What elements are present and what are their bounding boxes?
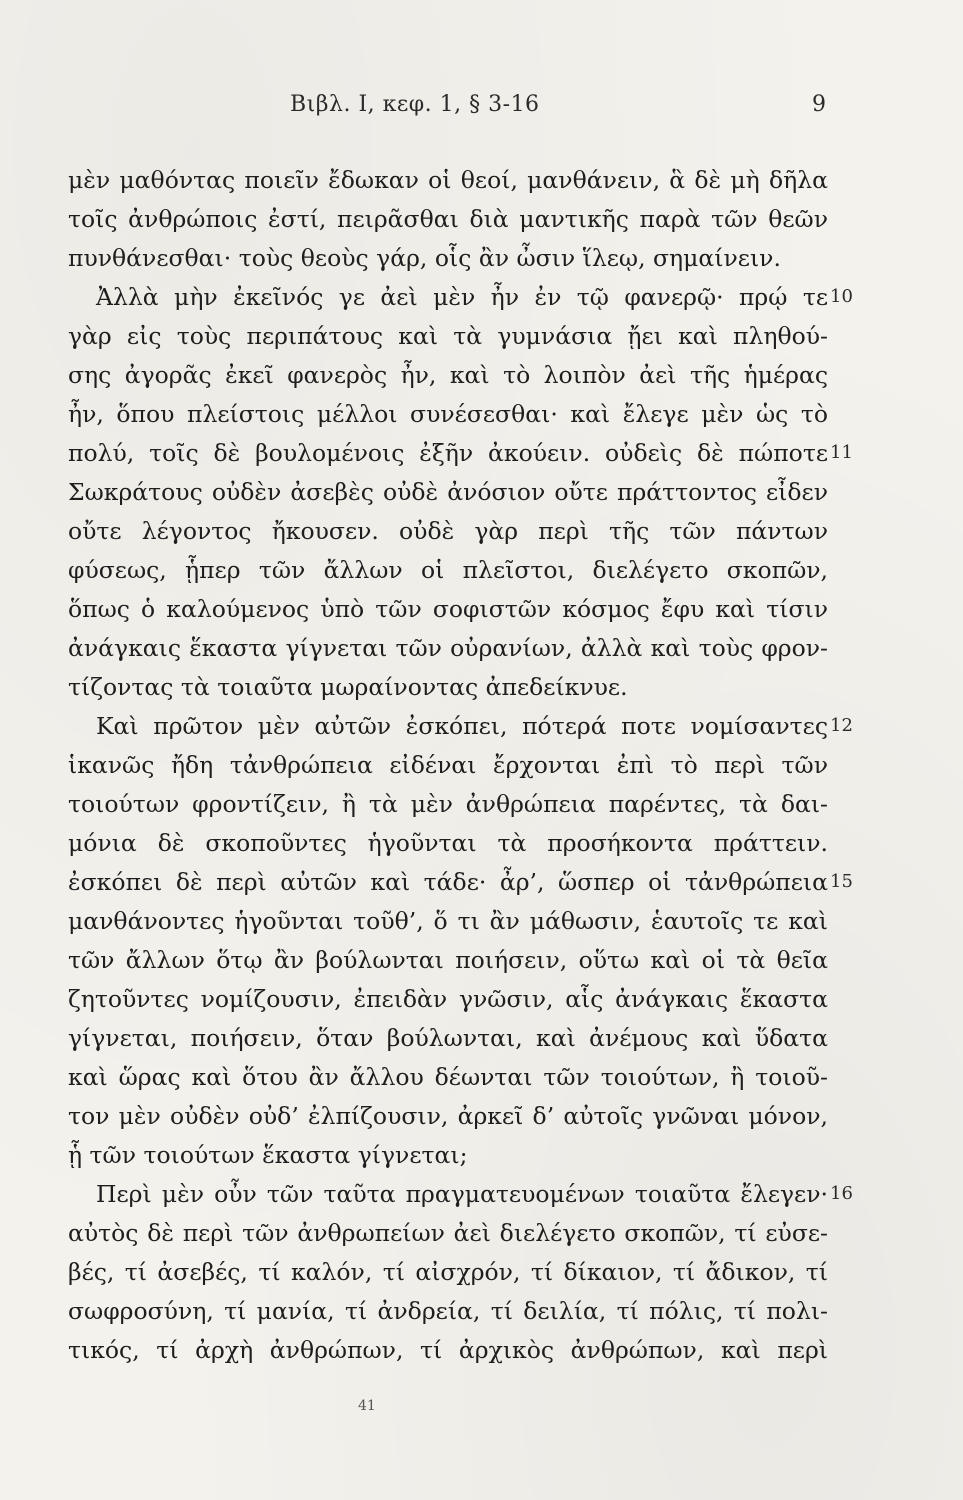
text-line: Σωκράτους οὐδὲν ἀσεβὲς οὐδὲ ἀνόσιον οὔτε πράττοντος εἶδεν [68, 478, 828, 506]
text-line: τῶν ἄλλων ὅτῳ ἂν βούλωνται ποιήσειν, οὕτω καὶ οἱ τὰ θεῖα [68, 946, 828, 974]
text-line: ζητοῦντες νομίζουσιν, ἐπειδὰν γνῶσιν, αἷς ἀνάγκαις ἕκαστα [68, 985, 828, 1013]
text-line: Περὶ μὲν οὖν τῶν ταῦτα πραγματευομένων τοιαῦτα ἔλεγεν· [96, 1180, 828, 1208]
text-line: οὔτε λέγοντος ἤκουσεν. οὐδὲ γὰρ περὶ τῆς τῶν πάντων [68, 517, 828, 545]
text-line: σης ἀγορᾶς ἐκεῖ φανερὸς ἦν, καὶ τὸ λοιπὸν ἀεὶ τῆς ἡμέρας [68, 361, 828, 389]
text-line: γὰρ εἰς τοὺς περιπάτους καὶ τὰ γυμνάσια ᾔει καὶ πληθού- [68, 322, 828, 350]
text-line: τίζοντας τὰ τοιαῦτα μωραίνοντας ἀπεδείκνυε. [68, 673, 628, 701]
text-line: ἀνάγκαις ἕκαστα γίγνεται τῶν οὐρανίων, ἀλλὰ καὶ τοὺς φρον- [68, 634, 828, 662]
text-line: αὐτὸς δὲ περὶ τῶν ἀνθρωπείων ἀεὶ διελέγετο σκοπῶν, τί εὐσε- [68, 1219, 828, 1247]
text-line: καὶ ὥρας καὶ ὅτου ἂν ἄλλου δέωνται τῶν τοιούτων, ἢ τοιοῦ- [68, 1063, 828, 1091]
margin-section-number: 15 [830, 871, 853, 892]
signature-mark: 41 [358, 1398, 376, 1414]
text-line: ᾗ τῶν τοιούτων ἕκαστα γίγνεται; [68, 1141, 468, 1169]
text-line: τοῖς ἀνθρώποις ἐστί, πειρᾶσθαι διὰ μαντικῆς παρὰ τῶν θεῶν [68, 205, 828, 233]
margin-section-number: 12 [830, 715, 853, 736]
text-line: τον μὲν οὐδὲν οὐδ’ ἐλπίζουσιν, ἀρκεῖ δ’ αὐτοῖς γνῶναι μόνον, [68, 1102, 828, 1130]
text-line: ἦν, ὅπου πλείστοις μέλλοι συνέσεσθαι· καὶ ἔλεγε μὲν ὡς τὸ [68, 400, 828, 428]
text-line: Καὶ πρῶτον μὲν αὐτῶν ἐσκόπει, πότερά ποτε νομίσαντες [96, 712, 828, 740]
margin-section-number: 16 [830, 1183, 853, 1204]
text-line: ἱκανῶς ἤδη τἀνθρώπεια εἰδέναι ἔρχονται ἐπὶ τὸ περὶ τῶν [68, 751, 828, 779]
text-line: Ἀλλὰ μὴν ἐκεῖνός γε ἀεὶ μὲν ἦν ἐν τῷ φανερῷ· πρῴ τε [96, 283, 828, 311]
margin-section-number: 11 [830, 442, 853, 463]
text-line: μανθάνοντες ἡγοῦνται τοῦθ’, ὅ τι ἂν μάθωσιν, ἑαυτοῖς τε καὶ [68, 907, 828, 935]
text-line: πολύ, τοῖς δὲ βουλομένοις ἐξῆν ἀκούειν. οὐδεὶς δὲ πώποτε [68, 439, 828, 467]
text-line: μὲν μαθόντας ποιεῖν ἔδωκαν οἱ θεοί, μανθάνειν, ἃ δὲ μὴ δῆλα [68, 166, 828, 194]
text-line: ἐσκόπει δὲ περὶ αὐτῶν καὶ τάδε· ἆρ’, ὥσπερ οἱ τἀνθρώπεια [68, 868, 828, 896]
text-line: τοιούτων φροντίζειν, ἢ τὰ μὲν ἀνθρώπεια παρέντες, τὰ δαι- [68, 790, 828, 818]
text-line: μόνια δὲ σκοποῦντες ἡγοῦνται τὰ προσήκοντα πράττειν. [68, 829, 828, 857]
text-line: γίγνεται, ποιήσειν, ὅταν βούλωνται, καὶ ἀνέμους καὶ ὕδατα [68, 1024, 828, 1052]
text-line: τικός, τί ἀρχὴ ἀνθρώπων, τί ἀρχικὸς ἀνθρώπων, καὶ περὶ [68, 1336, 828, 1364]
page-number: 9 [812, 92, 826, 117]
running-head: Βιβλ. I, κεφ. 1, § 3-16 [290, 92, 540, 117]
text-line: φύσεως, ᾗπερ τῶν ἄλλων οἱ πλεῖστοι, διελέγετο σκοπῶν, [68, 556, 828, 584]
text-line: ὅπως ὁ καλούμενος ὑπὸ τῶν σοφιστῶν κόσμος ἔφυ καὶ τίσιν [68, 595, 828, 623]
text-line: σωφροσύνη, τί μανία, τί ἀνδρεία, τί δειλία, τί πόλις, τί πολι- [68, 1297, 828, 1325]
margin-section-number: 10 [830, 286, 853, 307]
text-line: πυνθάνεσθαι· τοὺς θεοὺς γάρ, οἷς ἂν ὦσιν ἵλεῳ, σημαίνειν. [68, 244, 781, 272]
text-line: βές, τί ἀσεβές, τί καλόν, τί αἰσχρόν, τί δίκαιον, τί ἄδικον, τί [68, 1258, 828, 1286]
